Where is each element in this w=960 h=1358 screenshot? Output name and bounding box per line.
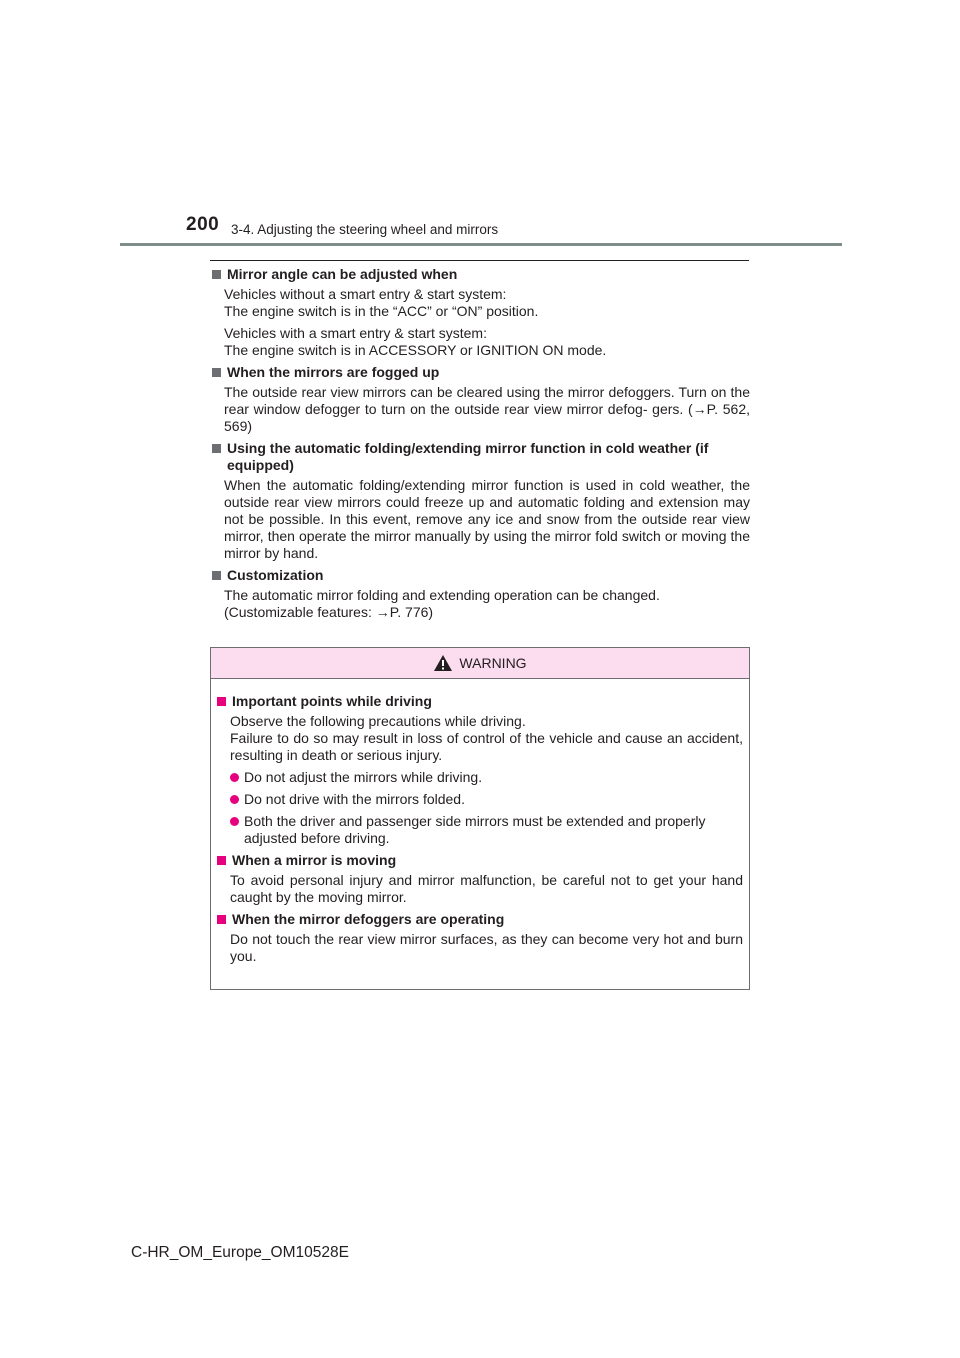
paragraph-line: Failure to do so may result in loss of control of the vehicle and cause an accident, resulting in death or serious injury. [230, 730, 743, 763]
main-content [210, 266, 750, 626]
paragraph-line: Observe the following precautions while driving. [230, 713, 526, 729]
warning-paragraph [230, 713, 743, 764]
item-customization [210, 567, 750, 621]
bullet-text: Both the driver and passenger side mirrors must be extended and properly adjusted before driving. [244, 813, 706, 846]
item-cold-weather [210, 440, 750, 562]
paragraph-line: The automatic mirror folding and extending operation can be changed. [224, 587, 660, 603]
square-bullet-icon [212, 571, 221, 580]
warning-box [210, 647, 750, 990]
circle-bullet-icon [230, 817, 239, 826]
paragraph-line: The engine switch is in the “ACC” or “ON” position. [224, 303, 539, 319]
warning-body [211, 679, 749, 965]
section-title: 3-4. Adjusting the steering wheel and mirrors [231, 222, 499, 237]
warning-heading [217, 911, 743, 928]
header-rule [120, 243, 842, 246]
square-bullet-icon [217, 915, 226, 924]
heading-text: Customization [227, 567, 324, 583]
paragraph-line: Do not touch the rear view mirror surfaces, as they can become very hot and burn you. [230, 931, 743, 964]
paragraph-line: The outside rear view mirrors can be cleared using the mirror defoggers. Turn on the rear window defogger to turn on the outside rear view mirror defog- gers. (→P. 562, 569) [224, 384, 750, 434]
footer-doc-id: C-HR_OM_Europe_OM10528E [131, 1244, 349, 1261]
bullet-text: Do not adjust the mirrors while driving. [244, 769, 483, 785]
warning-label: WARNING [459, 655, 527, 671]
square-bullet-icon [217, 856, 226, 865]
paragraph-line: The engine switch is in ACCESSORY or IGNITION ON mode. [224, 342, 607, 358]
warning-heading [217, 693, 743, 710]
square-bullet-icon [212, 444, 221, 453]
heading-text: When the mirrors are fogged up [227, 364, 440, 380]
item-heading [210, 440, 750, 474]
warning-heading [217, 852, 743, 869]
warning-paragraph [230, 872, 743, 906]
warning-paragraph [230, 931, 743, 965]
warning-bullet [230, 791, 743, 808]
square-bullet-icon [212, 368, 221, 377]
item-mirror-angle [210, 266, 750, 359]
paragraph-line: Vehicles without a smart entry & start system: [224, 286, 507, 302]
warning-bullet [230, 813, 743, 847]
heading-text: When a mirror is moving [232, 852, 397, 868]
page-number: 200 [186, 214, 220, 235]
item-heading [210, 567, 750, 584]
paragraph-line: To avoid personal injury and mirror malfunction, be careful not to get your hand caught by the moving mirror. [230, 872, 743, 905]
circle-bullet-icon [230, 795, 239, 804]
item-heading [210, 364, 750, 381]
paragraph-line: (Customizable features: →P. 776) [224, 604, 434, 620]
paragraph [224, 384, 750, 435]
circle-bullet-icon [230, 773, 239, 782]
heading-text: Using the automatic folding/extending mirror function in cold weather (if equipped) [227, 440, 709, 473]
bullet-text: Do not drive with the mirrors folded. [244, 791, 465, 807]
heading-text: Important points while driving [232, 693, 432, 709]
paragraph-line: When the automatic folding/extending mirror function is used in cold weather, the outside rear view mirrors could freeze up and automatic folding and extension may not be possible. In this event, remove any ice and snow from the outside rear view mirror, then operate the mirror manually by using the mirror fold switch or moving the mirror by hand. [224, 477, 750, 561]
square-bullet-icon [217, 697, 226, 706]
warning-bullet [230, 769, 743, 786]
square-bullet-icon [212, 270, 221, 279]
paragraph [224, 477, 750, 562]
paragraph [224, 286, 750, 320]
item-fogged-mirrors [210, 364, 750, 435]
heading-text: Mirror angle can be adjusted when [227, 266, 458, 282]
item-heading [210, 266, 750, 283]
warning-header [211, 648, 749, 679]
warning-triangle-icon [433, 654, 453, 672]
content-top-rule [210, 260, 749, 261]
paragraph [224, 587, 750, 621]
paragraph-line: Vehicles with a smart entry & start system: [224, 325, 487, 341]
heading-text: When the mirror defoggers are operating [232, 911, 505, 927]
paragraph [224, 325, 750, 359]
